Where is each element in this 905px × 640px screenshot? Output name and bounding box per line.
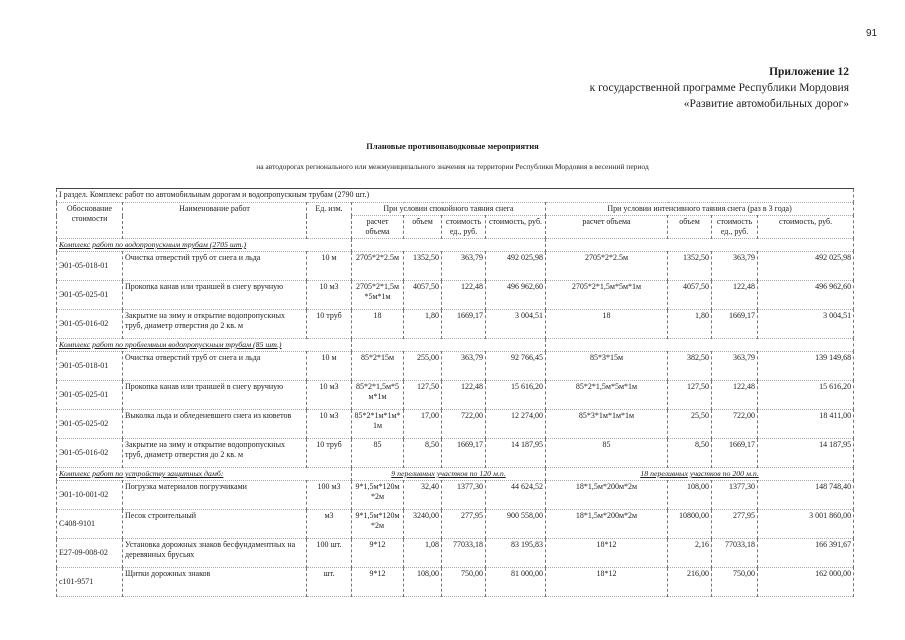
group-note-intense: 18 переливных участков по 200 м.п. — [546, 468, 854, 481]
row-volume: 1,80 — [404, 310, 442, 339]
row-unit-cost-intense: 363,79 — [712, 252, 758, 281]
row-unit-cost-intense: 1669,17 — [712, 310, 758, 339]
row-calc-intense: 18*12 — [546, 539, 668, 568]
row-unit: 100 шт. — [307, 539, 352, 568]
header-cost-intense: стоимость, руб. — [758, 216, 854, 239]
row-volume: 108,00 — [404, 568, 442, 597]
measures-table — [56, 188, 854, 597]
appendix-block — [590, 64, 849, 112]
row-volume-intense: 127,50 — [668, 381, 712, 410]
row-unit-cost: 122,48 — [442, 381, 486, 410]
table-row — [57, 252, 854, 281]
row-cost: 83 195,83 — [486, 539, 546, 568]
group-title: Комплекс работ по проблемным водопропускным трубам (85 шт.) — [57, 339, 352, 352]
document-subtitle: на автодорогах регионального или межмуниципального значения на территории Республики Мордовия в весенний период — [256, 162, 649, 171]
row-code: С408-9101 — [57, 510, 123, 539]
header-intense-group: При условии интенсивного таяния снега (раз в 3 года) — [546, 203, 854, 216]
row-unit: 10 м3 — [307, 281, 352, 310]
section-title: I раздел. Комплекс работ по автомобильным дорогам и водопропускным трубам (2790 шт.) — [57, 189, 854, 203]
row-code: Э01-05-025-02 — [57, 410, 123, 439]
row-work-name: Очистка отверстий труб от снега и льда — [123, 252, 307, 281]
row-code: Э01-05-018-01 — [57, 352, 123, 381]
row-volume: 1352,50 — [404, 252, 442, 281]
row-volume-intense: 10800,00 — [668, 510, 712, 539]
row-code: Э01-05-025-01 — [57, 281, 123, 310]
group-header-row — [57, 468, 854, 481]
row-calc: 18 — [352, 310, 404, 339]
row-cost: 44 624,52 — [486, 481, 546, 510]
table-row — [57, 439, 854, 468]
row-calc-intense: 18 — [546, 310, 668, 339]
row-code: с101-9571 — [57, 568, 123, 597]
document-title: Плановые противопаводковые мероприятия — [366, 141, 539, 151]
row-cost-intense: 3 004,51 — [758, 310, 854, 339]
row-code: Э01-05-016-02 — [57, 439, 123, 468]
row-unit: шт. — [307, 568, 352, 597]
header-unit-cost-intense: стоимость ед., руб. — [712, 216, 758, 239]
row-code: Е27-09-008-02 — [57, 539, 123, 568]
row-unit-cost: 722,00 — [442, 410, 486, 439]
row-unit-cost-intense: 750,00 — [712, 568, 758, 597]
row-calc-intense: 18*12 — [546, 568, 668, 597]
header-calc-intense: расчет объема — [546, 216, 668, 239]
row-unit-cost: 750,00 — [442, 568, 486, 597]
group-note-intense — [546, 239, 854, 252]
row-volume-intense: 1,80 — [668, 310, 712, 339]
page-number: 91 — [866, 28, 878, 39]
header-calm-group: При условии спокойного таяния снега — [352, 203, 546, 216]
row-cost: 15 616,20 — [486, 381, 546, 410]
table-body — [57, 189, 854, 597]
row-cost-intense: 492 025,98 — [758, 252, 854, 281]
row-volume: 4057,50 — [404, 281, 442, 310]
table-row — [57, 481, 854, 510]
row-unit-cost-intense: 1377,30 — [712, 481, 758, 510]
row-cost: 14 187,95 — [486, 439, 546, 468]
row-cost-intense: 496 962,60 — [758, 281, 854, 310]
group-note-intense — [546, 339, 854, 352]
row-work-name: Погрузка материалов погрузчиками — [123, 481, 307, 510]
row-cost: 81 000,00 — [486, 568, 546, 597]
row-unit-cost: 122,48 — [442, 281, 486, 310]
row-cost-intense: 148 748,40 — [758, 481, 854, 510]
row-unit: 10 м3 — [307, 381, 352, 410]
row-unit-cost: 1669,17 — [442, 310, 486, 339]
row-cost-intense: 166 391,67 — [758, 539, 854, 568]
row-volume: 8,50 — [404, 439, 442, 468]
row-cost-intense: 15 616,20 — [758, 381, 854, 410]
appendix-line-1: к государственной программе Республики Мордовия — [589, 82, 849, 94]
row-volume-intense: 8,50 — [668, 439, 712, 468]
row-calc-intense: 85*3*1м*1м*1м — [546, 410, 668, 439]
row-cost: 900 558,00 — [486, 510, 546, 539]
row-calc: 2705*2*1,5м *5м*1м — [352, 281, 404, 310]
header-cost: стоимость, руб. — [486, 216, 546, 239]
appendix-title: Приложение 12 — [769, 66, 849, 78]
row-cost-intense: 162 000,00 — [758, 568, 854, 597]
row-cost-intense: 18 411,00 — [758, 410, 854, 439]
row-code: Э01-10-001-02 — [57, 481, 123, 510]
row-code: Э01-05-025-01 — [57, 381, 123, 410]
row-cost: 3 004,51 — [486, 310, 546, 339]
row-unit-cost-intense: 722,00 — [712, 410, 758, 439]
row-calc-intense: 85*3*15м — [546, 352, 668, 381]
row-calc: 9*1,5м*120м *2м — [352, 510, 404, 539]
row-calc: 9*12 — [352, 568, 404, 597]
row-volume-intense: 4057,50 — [668, 281, 712, 310]
header-calc: расчет объема — [352, 216, 404, 239]
row-volume-intense: 1352,50 — [668, 252, 712, 281]
row-cost: 496 962,60 — [486, 281, 546, 310]
table-row — [57, 352, 854, 381]
group-title: Комплекс работ по водопропускным трубам (2705 шт.) — [57, 239, 352, 252]
row-calc: 85 — [352, 439, 404, 468]
row-code: Э01-05-016-02 — [57, 310, 123, 339]
row-calc-intense: 85*2*1,5м*5м*1м — [546, 381, 668, 410]
header-work-name: Наименование работ — [123, 203, 307, 239]
row-work-name: Выколка льда и обледеневшего снега из кюветов — [123, 410, 307, 439]
table-row — [57, 381, 854, 410]
row-volume: 32,40 — [404, 481, 442, 510]
table-row — [57, 281, 854, 310]
row-code: Э01-05-018-01 — [57, 252, 123, 281]
row-unit: 100 м3 — [307, 481, 352, 510]
table-row — [57, 510, 854, 539]
row-cost-intense: 3 001 860,00 — [758, 510, 854, 539]
row-unit: 10 труб — [307, 439, 352, 468]
row-calc-intense: 2705*2*2.5м — [546, 252, 668, 281]
appendix-line-2: «Развитие автомобильных дорог» — [683, 98, 849, 110]
row-cost: 92 766,45 — [486, 352, 546, 381]
row-unit-cost-intense: 277,95 — [712, 510, 758, 539]
row-unit-cost-intense: 122,48 — [712, 281, 758, 310]
group-note-calm — [352, 239, 546, 252]
header-unit: Ед. изм. — [307, 203, 352, 239]
header-unit-cost: стоимость ед., руб. — [442, 216, 486, 239]
row-unit-cost-intense: 1669,17 — [712, 439, 758, 468]
row-work-name: Установка дорожных знаков бесфундаментных на деревянных брусьях — [123, 539, 307, 568]
row-unit-cost-intense: 122,48 — [712, 381, 758, 410]
row-volume: 17,00 — [404, 410, 442, 439]
row-calc: 85*2*1м*1м* 1м — [352, 410, 404, 439]
table-row — [57, 539, 854, 568]
row-volume: 127,50 — [404, 381, 442, 410]
row-cost: 492 025,98 — [486, 252, 546, 281]
row-unit: 10 труб — [307, 310, 352, 339]
row-calc: 85*2*15м — [352, 352, 404, 381]
row-volume: 1,08 — [404, 539, 442, 568]
row-volume-intense: 2,16 — [668, 539, 712, 568]
group-note-calm — [352, 339, 546, 352]
group-note-calm: 9 переливных участков по 120 м.п. — [352, 468, 546, 481]
row-volume: 3240,00 — [404, 510, 442, 539]
row-unit-cost: 363,79 — [442, 252, 486, 281]
group-header-row — [57, 239, 854, 252]
row-calc-intense: 18*1,5м*200м*2м — [546, 510, 668, 539]
table-row — [57, 310, 854, 339]
row-unit-cost-intense: 363,79 — [712, 352, 758, 381]
row-work-name: Прокопка канав или траншей в снегу вручную — [123, 281, 307, 310]
row-calc-intense: 85 — [546, 439, 668, 468]
row-work-name: Закрытие на зиму и открытие водопропускных труб, диаметр отверстия до 2 кв. м — [123, 310, 307, 339]
row-unit-cost: 363,79 — [442, 352, 486, 381]
row-unit-cost: 277,95 — [442, 510, 486, 539]
row-unit-cost: 77033,18 — [442, 539, 486, 568]
row-unit-cost-intense: 77033,18 — [712, 539, 758, 568]
table-row — [57, 410, 854, 439]
row-volume-intense: 216,00 — [668, 568, 712, 597]
row-unit: 10 м — [307, 252, 352, 281]
row-cost-intense: 139 149,68 — [758, 352, 854, 381]
row-calc: 9*12 — [352, 539, 404, 568]
row-work-name: Прокопка канав или траншей в снегу вручную — [123, 381, 307, 410]
row-cost: 12 274,00 — [486, 410, 546, 439]
header-volume: объем — [404, 216, 442, 239]
row-volume: 255,00 — [404, 352, 442, 381]
row-unit: м3 — [307, 510, 352, 539]
header-justification: Обоснование стоимости — [57, 203, 123, 239]
row-work-name: Закрытие на зиму и открытие водопропускных труб, диаметр отверстия до 2 кв. м — [123, 439, 307, 468]
row-calc: 2705*2*2.5м — [352, 252, 404, 281]
row-work-name: Песок строительный — [123, 510, 307, 539]
group-title: Комплекс работ по устройству защитных дамб: — [57, 468, 352, 481]
table-row — [57, 568, 854, 597]
row-calc-intense: 2705*2*1,5м*5м*1м — [546, 281, 668, 310]
row-work-name: Очистка отверстий труб от снега и льда — [123, 352, 307, 381]
row-unit: 10 м — [307, 352, 352, 381]
row-unit-cost: 1669,17 — [442, 439, 486, 468]
row-calc: 85*2*1,5м*5 м*1м — [352, 381, 404, 410]
row-unit-cost: 1377,30 — [442, 481, 486, 510]
row-calc-intense: 18*1,5м*200м*2м — [546, 481, 668, 510]
header-volume-intense: объем — [668, 216, 712, 239]
row-unit: 10 м3 — [307, 410, 352, 439]
row-work-name: Щитки дорожных знаков — [123, 568, 307, 597]
row-calc: 9*1,5м*120м *2м — [352, 481, 404, 510]
group-header-row — [57, 339, 854, 352]
row-cost-intense: 14 187,95 — [758, 439, 854, 468]
row-volume-intense: 25,50 — [668, 410, 712, 439]
row-volume-intense: 382,50 — [668, 352, 712, 381]
row-volume-intense: 108,00 — [668, 481, 712, 510]
